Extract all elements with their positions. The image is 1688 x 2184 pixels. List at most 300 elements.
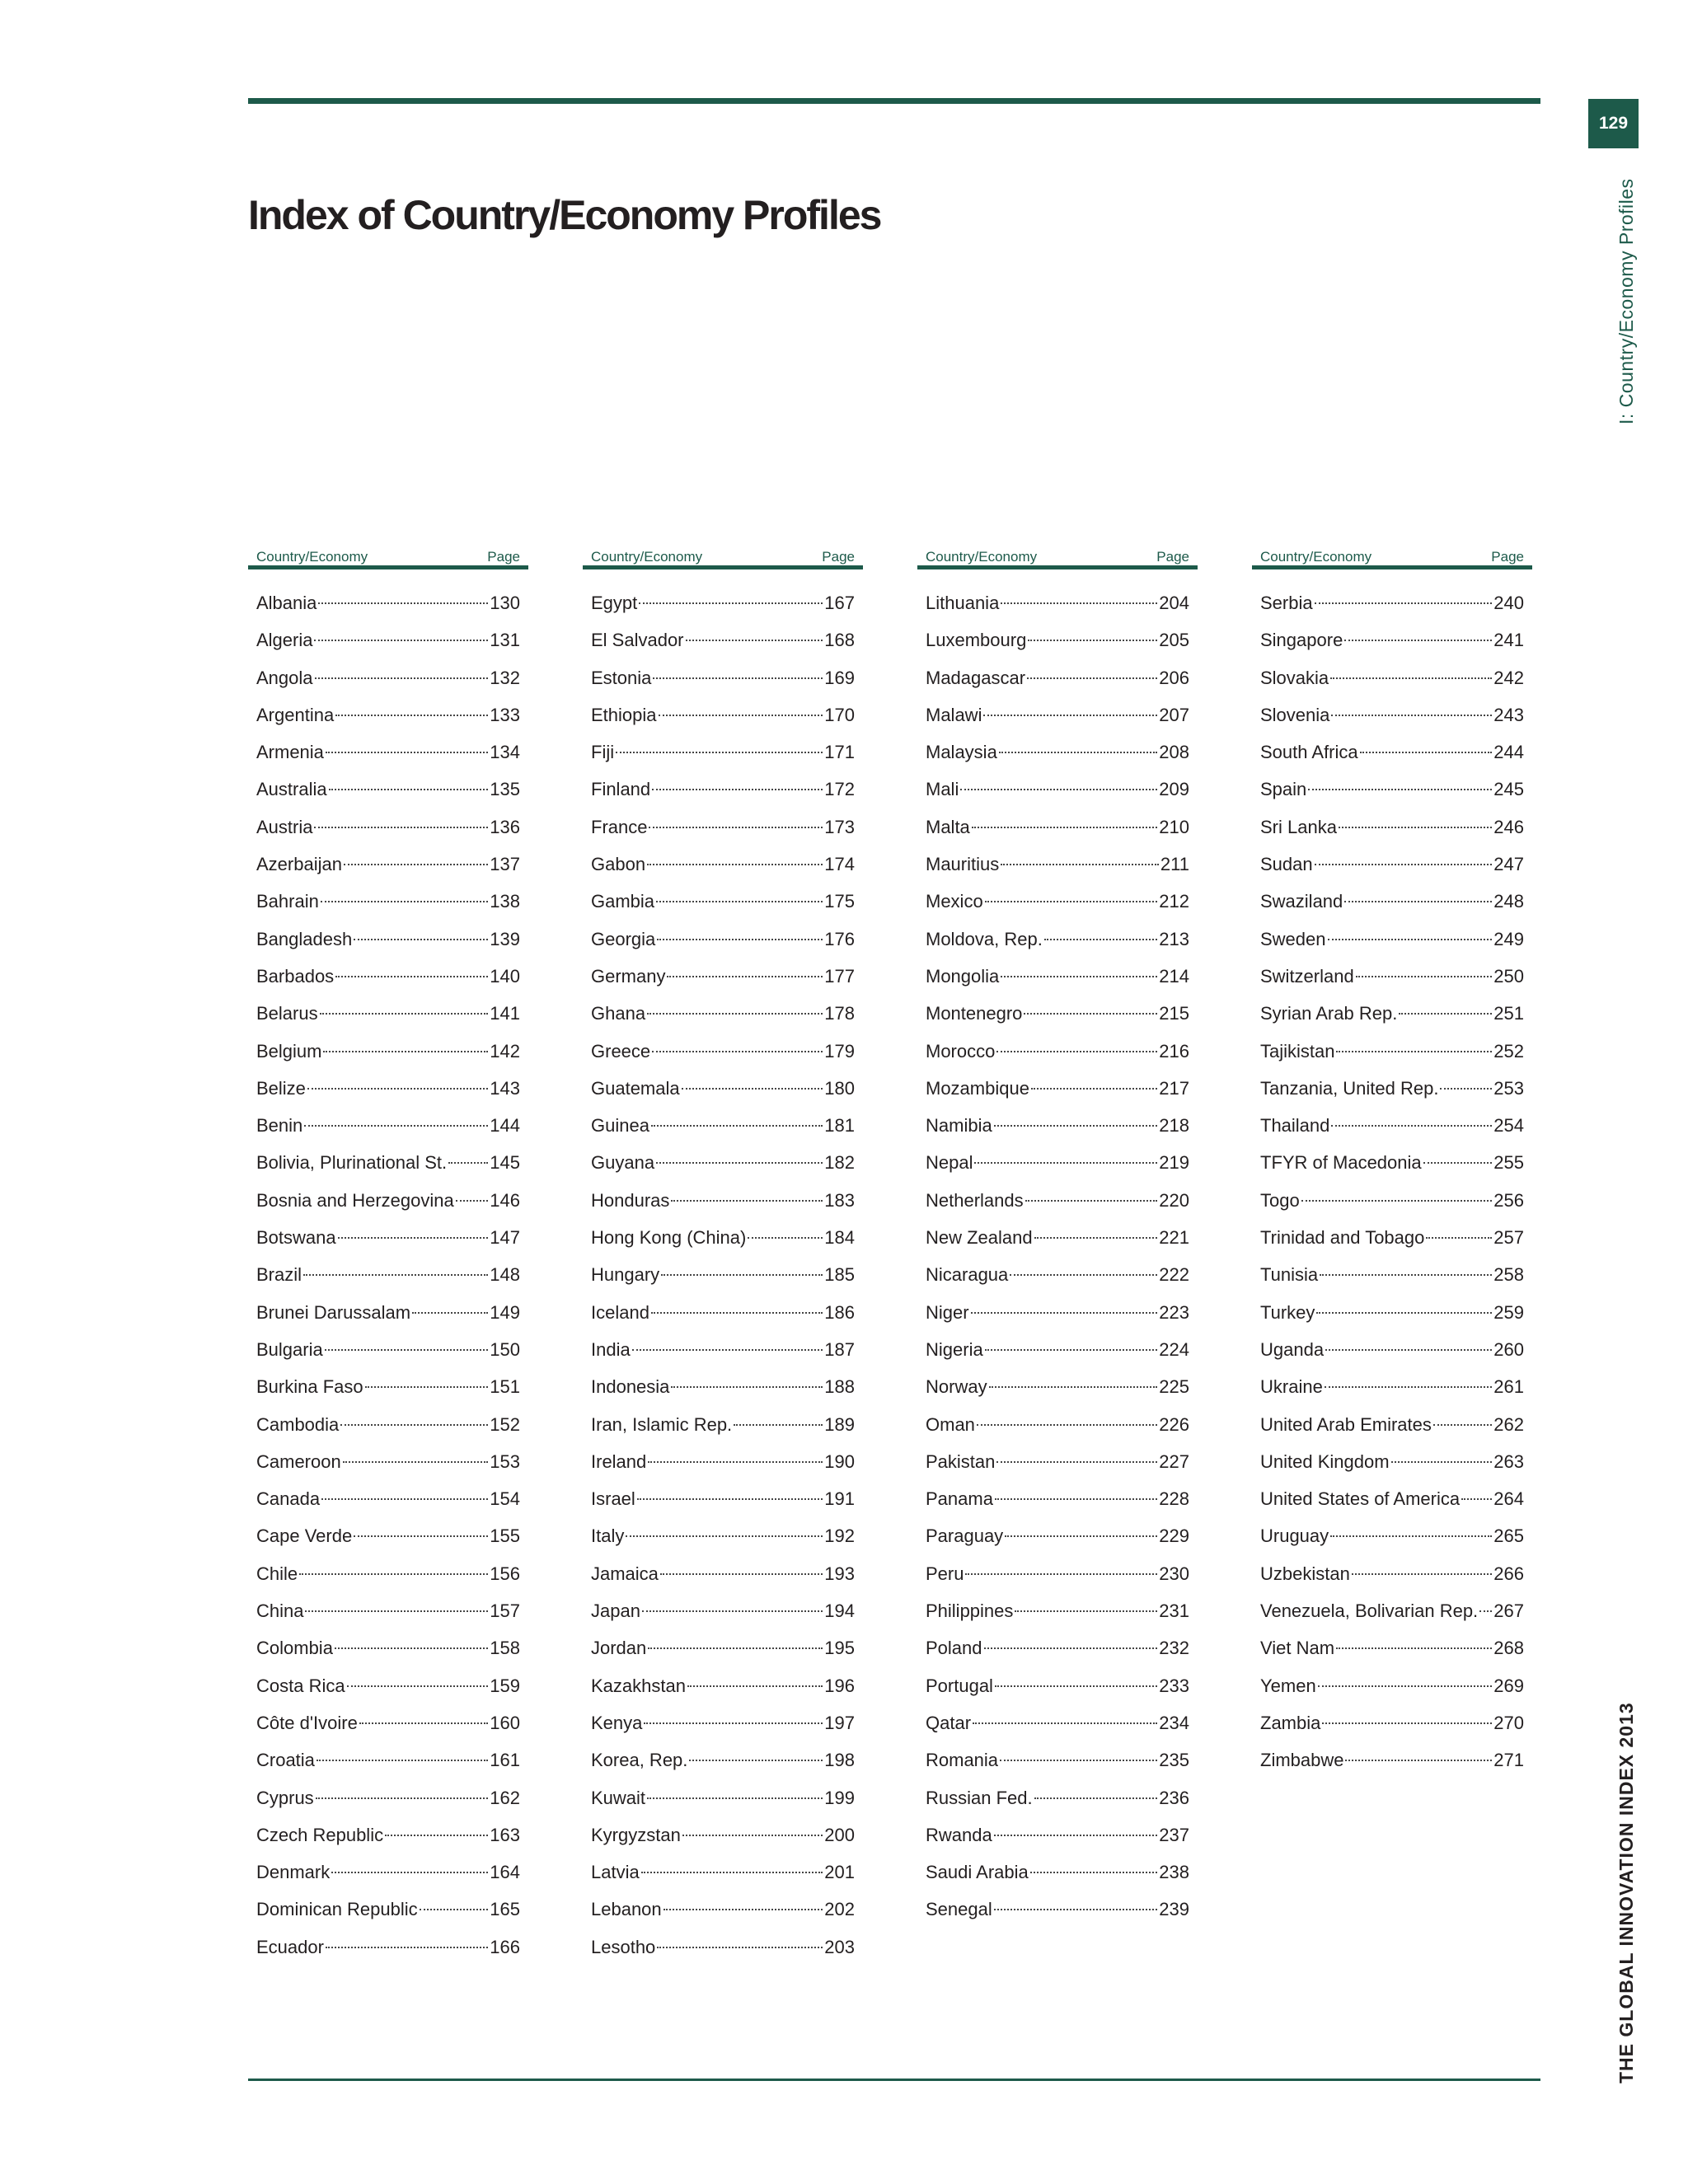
index-entry [248,921,528,958]
dot-leader [316,1760,488,1761]
index-entry [917,696,1198,733]
index-entry [583,921,863,958]
page-number: 224 [1159,1338,1189,1360]
page-number: 193 [824,1563,855,1584]
index-entry [1252,696,1532,733]
page-number: 262 [1493,1413,1524,1435]
country-name: Slovakia [1260,667,1329,688]
dot-leader [651,1125,823,1127]
index-entry [1252,921,1532,958]
dot-leader [1015,1610,1157,1612]
page-number: 146 [490,1189,520,1211]
index-entry [1252,808,1532,846]
index-entry [248,883,528,920]
dot-leader [647,1013,823,1015]
country-name: Kuwait [591,1787,646,1808]
dot-leader [385,1835,488,1836]
page-number: 227 [1159,1451,1189,1472]
page-number: 150 [490,1338,520,1360]
dot-leader [1308,789,1492,790]
country-name: Guyana [591,1152,655,1174]
page-number: 228 [1159,1488,1189,1510]
dot-leader [1028,640,1157,641]
page-number: 233 [1159,1675,1189,1696]
page-number: 137 [490,854,520,875]
index-entry [1252,1219,1532,1256]
page-header-label: Page [1156,549,1189,565]
country-name: Bulgaria [256,1338,323,1360]
country-name: Lebanon [591,1899,662,1920]
index-entry [917,1704,1198,1741]
country-name: Iceland [591,1301,649,1323]
index-entry [1252,1107,1532,1144]
country-name: Argentina [256,704,335,725]
page-number: 248 [1493,891,1524,912]
country-name: Romania [926,1750,999,1771]
index-entry [917,1741,1198,1779]
index-entry [583,1667,863,1704]
country-name: Senegal [926,1899,992,1920]
page-number: 226 [1159,1413,1189,1435]
page-number: 153 [490,1451,520,1472]
page-number: 191 [824,1488,855,1510]
index-entry [248,1480,528,1517]
country-name: Poland [926,1638,982,1659]
index-entry [917,995,1198,1032]
page-number: 177 [824,965,855,987]
page-number: 206 [1159,667,1189,688]
country-name: Sweden [1260,928,1326,949]
dot-leader [663,1909,823,1910]
index-entry [1252,1033,1532,1070]
index-entry [583,1704,863,1741]
country-name: Jordan [591,1638,647,1659]
dot-leader [1027,677,1157,679]
page-number: 270 [1493,1712,1524,1733]
publication-footer: THE GLOBAL INNOVATION INDEX 2013 [1615,1702,1637,2083]
dot-leader [626,1535,823,1537]
dot-leader [1315,864,1493,865]
index-entry [583,1070,863,1107]
dot-leader [1322,1722,1492,1724]
page-number: 202 [824,1899,855,1920]
index-entry [583,621,863,658]
dot-leader [995,1685,1157,1687]
column-header [583,541,863,569]
page-number: 212 [1159,891,1189,912]
index-entry [917,1779,1198,1816]
page-number: 221 [1159,1227,1189,1249]
index-entry [248,1294,528,1331]
index-entry [917,958,1198,995]
dot-leader [1001,602,1157,604]
country-name: China [256,1601,304,1622]
index-entry [583,846,863,883]
index-column-2 [583,541,863,1966]
dot-leader [1426,1237,1492,1239]
dot-leader [649,827,823,828]
page-number: 220 [1159,1189,1189,1211]
page-number: 214 [1159,965,1189,987]
page-number: 163 [490,1824,520,1845]
country-name: Syrian Arab Rep. [1260,1003,1398,1024]
dot-leader [657,939,823,940]
index-entry [583,771,863,808]
dot-leader [651,1312,823,1314]
index-column-3 [917,541,1198,1929]
country-name: Venezuela, Bolivarian Rep. [1260,1601,1479,1622]
dot-leader [1001,976,1157,977]
country-name: Greece [591,1040,651,1062]
page-number: 242 [1493,667,1524,688]
page-number: 201 [824,1862,855,1883]
dot-leader [1316,1312,1492,1314]
page-number: 174 [824,854,855,875]
country-name: Nepal [926,1152,973,1174]
index-entry [917,1592,1198,1629]
index-entry [1252,1555,1532,1592]
section-side-label: I: Country/Economy Profiles [1615,178,1637,424]
country-name: Guinea [591,1115,649,1137]
page-number: 213 [1159,928,1189,949]
country-name: Paraguay [926,1526,1004,1547]
index-entry [1252,1704,1532,1741]
dot-leader [974,1162,1157,1164]
index-entry [1252,958,1532,995]
dot-leader [1339,827,1492,828]
page-number-badge: 129 [1588,99,1639,148]
page-number: 145 [490,1152,520,1174]
page-number: 151 [490,1376,520,1398]
country-name: Belize [256,1077,306,1099]
index-entry [248,1182,528,1219]
page-number: 131 [490,630,520,651]
index-entry [583,1107,863,1144]
country-name: Peru [926,1563,964,1584]
dot-leader [1433,1424,1492,1426]
index-entry [1252,846,1532,883]
index-entry [248,995,528,1032]
country-name: Egypt [591,593,638,613]
page-number: 255 [1493,1152,1524,1174]
country-name: Ukraine [1260,1376,1323,1398]
index-entry [1252,995,1532,1032]
index-entry [583,1592,863,1629]
dot-leader [344,864,488,865]
dot-leader [1331,715,1492,716]
index-entry [917,1107,1198,1144]
page-number: 175 [824,891,855,912]
bottom-rule [248,2079,1540,2081]
dot-leader [1479,1610,1492,1612]
index-entry [248,1070,528,1107]
page-number: 178 [824,1003,855,1024]
country-name: Viet Nam [1260,1638,1335,1659]
country-name: Malaysia [926,742,997,763]
index-entry [1252,1368,1532,1405]
index-entry [248,1256,528,1293]
index-entry [1252,1294,1532,1331]
page-number: 179 [824,1040,855,1062]
page-number: 176 [824,928,855,949]
page-number: 173 [824,816,855,837]
page-number: 183 [824,1189,855,1211]
dot-leader [994,1125,1158,1127]
dot-leader [667,976,823,977]
country-name: United Arab Emirates [1260,1413,1432,1435]
page-number: 238 [1159,1862,1189,1883]
country-name: Tanzania, United Rep. [1260,1077,1439,1099]
dot-leader [1331,1125,1492,1127]
dot-leader [1360,752,1493,753]
country-name: Swaziland [1260,891,1343,912]
dot-leader [331,1872,488,1873]
dot-leader [335,976,488,977]
dot-leader [972,827,1157,828]
country-name: Angola [256,667,313,688]
page-number: 133 [490,704,520,725]
index-entry [583,1033,863,1070]
dot-leader [354,939,488,940]
dot-leader [656,1162,823,1164]
index-entry [917,1517,1198,1554]
index-entry [1252,1629,1532,1666]
country-name: Philippines [926,1601,1014,1622]
dot-leader [354,1535,488,1537]
country-name: Chile [256,1563,298,1584]
page-number: 229 [1159,1526,1189,1547]
index-entry [1252,771,1532,808]
index-entry [1252,1443,1532,1480]
index-entry [917,1667,1198,1704]
country-name: Portugal [926,1675,993,1696]
dot-leader [420,1909,489,1910]
page-number: 196 [824,1675,855,1696]
page-header-label: Page [1491,549,1524,565]
page-number: 155 [490,1526,520,1547]
country-header-label: Country/Economy [256,549,368,565]
dot-leader [1320,1274,1492,1276]
page-number: 265 [1493,1526,1524,1547]
country-name: Azerbaijan [256,854,342,875]
index-entry [1252,1480,1532,1517]
index-entry [917,1070,1198,1107]
dot-leader [989,1386,1158,1388]
dot-leader [983,715,1157,716]
page-number: 187 [824,1338,855,1360]
index-entry [1252,883,1532,920]
index-entry [917,1406,1198,1443]
page-number: 218 [1159,1115,1189,1137]
index-entry [583,733,863,771]
page-number: 132 [490,667,520,688]
page-number: 225 [1159,1376,1189,1398]
country-name: Colombia [256,1638,333,1659]
page-number: 268 [1493,1638,1524,1659]
page-number: 152 [490,1413,520,1435]
index-entry [1252,1331,1532,1368]
country-name: Qatar [926,1712,972,1733]
index-entry [248,1629,528,1666]
index-entry [248,1555,528,1592]
page-number: 235 [1159,1750,1189,1771]
country-name: Uganda [1260,1338,1325,1360]
dot-leader [965,1573,1157,1575]
country-name: Gambia [591,891,655,912]
page-number: 269 [1493,1675,1524,1696]
page-number: 189 [824,1413,855,1435]
index-entry [583,1331,863,1368]
country-name: Nigeria [926,1338,983,1360]
dot-leader [307,1088,488,1090]
index-entry [248,1517,528,1554]
index-entry [248,1854,528,1891]
page-number: 203 [824,1936,855,1957]
dot-leader [984,1647,1158,1649]
dot-leader [687,1685,823,1687]
country-name: Dominican Republic [256,1899,418,1920]
country-name: Lesotho [591,1936,656,1957]
dot-leader [316,1797,489,1799]
country-name: Turkey [1260,1301,1315,1323]
index-entry [248,808,528,846]
country-name: Yemen [1260,1675,1316,1696]
country-name: Switzerland [1260,965,1354,987]
dot-leader [960,789,1157,790]
country-name: Cambodia [256,1413,340,1435]
page-number: 136 [490,816,520,837]
index-entry [248,1704,528,1741]
country-name: Thailand [1260,1115,1330,1137]
index-entry [248,696,528,733]
index-entry [248,1331,528,1368]
dot-leader [1344,901,1492,902]
dot-leader [335,1647,488,1649]
country-name: Hungary [591,1264,660,1286]
dot-leader [318,602,488,604]
page-number: 143 [490,1077,520,1099]
index-entry [583,1517,863,1554]
country-name: Sudan [1260,854,1313,875]
dot-leader [661,1274,823,1276]
dot-leader [1399,1013,1492,1015]
country-name: United Kingdom [1260,1451,1390,1472]
dot-leader [1025,1200,1158,1202]
country-name: Guatemala [591,1077,680,1099]
dot-leader [299,1573,488,1575]
dot-leader [365,1386,489,1388]
country-name: United States of America [1260,1488,1461,1510]
page-number: 185 [824,1264,855,1286]
country-name: Uruguay [1260,1526,1329,1547]
country-name: Rwanda [926,1824,992,1845]
country-name: Brazil [256,1264,302,1286]
page-number: 160 [490,1712,520,1733]
country-name: Mongolia [926,965,1000,987]
page-number: 157 [490,1601,520,1622]
index-entry [917,1480,1198,1517]
index-entry [248,1107,528,1144]
country-name: Honduras [591,1189,670,1211]
index-entry [248,1406,528,1443]
country-name: Tunisia [1260,1264,1319,1286]
country-name: Australia [256,779,327,800]
country-name: Korea, Rep. [591,1750,688,1771]
country-name: Netherlands [926,1189,1024,1211]
index-entry [583,808,863,846]
index-entry [917,733,1198,771]
country-name: Morocco [926,1040,996,1062]
page-number: 209 [1159,779,1189,800]
index-entry [583,1294,863,1331]
index-entry [248,1219,528,1256]
page-number: 247 [1493,854,1524,875]
dot-leader [1336,1647,1492,1649]
page-header-label: Page [487,549,520,565]
dot-leader [648,1461,823,1463]
country-name: Germany [591,965,666,987]
country-name: Mali [926,779,959,800]
page-number: 244 [1493,742,1524,763]
country-name: New Zealand [926,1227,1033,1249]
dot-leader [748,1237,823,1239]
dot-leader [682,1088,823,1090]
dot-leader [1345,1760,1492,1761]
country-name: Togo [1260,1189,1300,1211]
column-header [1252,541,1532,569]
page-number: 166 [490,1936,520,1957]
page-number: 256 [1493,1189,1524,1211]
index-entry [917,1629,1198,1666]
page-number: 167 [824,593,855,613]
page-number: 216 [1159,1040,1189,1062]
country-name: Croatia [256,1750,315,1771]
page-number: 245 [1493,779,1524,800]
index-entry [583,1741,863,1779]
dot-leader [985,1349,1158,1351]
dot-leader [340,1424,488,1426]
country-name: Costa Rica [256,1675,345,1696]
index-entry [248,1144,528,1181]
dot-leader [1024,1013,1157,1015]
dot-leader [303,1274,488,1276]
dot-leader [321,901,488,902]
index-entry [1252,1517,1532,1554]
dot-leader [973,1722,1157,1724]
dot-leader [1001,864,1159,865]
country-name: Armenia [256,742,324,763]
entry-list [1252,584,1532,1779]
dot-leader [343,1461,489,1463]
dot-leader [656,901,823,902]
index-entry [248,733,528,771]
index-entry [1252,1256,1532,1293]
page-number: 205 [1159,630,1189,651]
dot-leader [335,715,488,716]
country-name: South Africa [1260,742,1358,763]
country-name: Cape Verde [256,1526,353,1547]
index-entry [583,1182,863,1219]
country-name: Fiji [591,742,615,763]
index-entry [1252,621,1532,658]
page-number: 210 [1159,816,1189,837]
country-name: Ecuador [256,1936,324,1957]
dot-leader [347,1685,489,1687]
dot-leader [652,789,823,790]
index-entry [1252,659,1532,696]
dot-leader [315,677,489,679]
page-number: 251 [1493,1003,1524,1024]
